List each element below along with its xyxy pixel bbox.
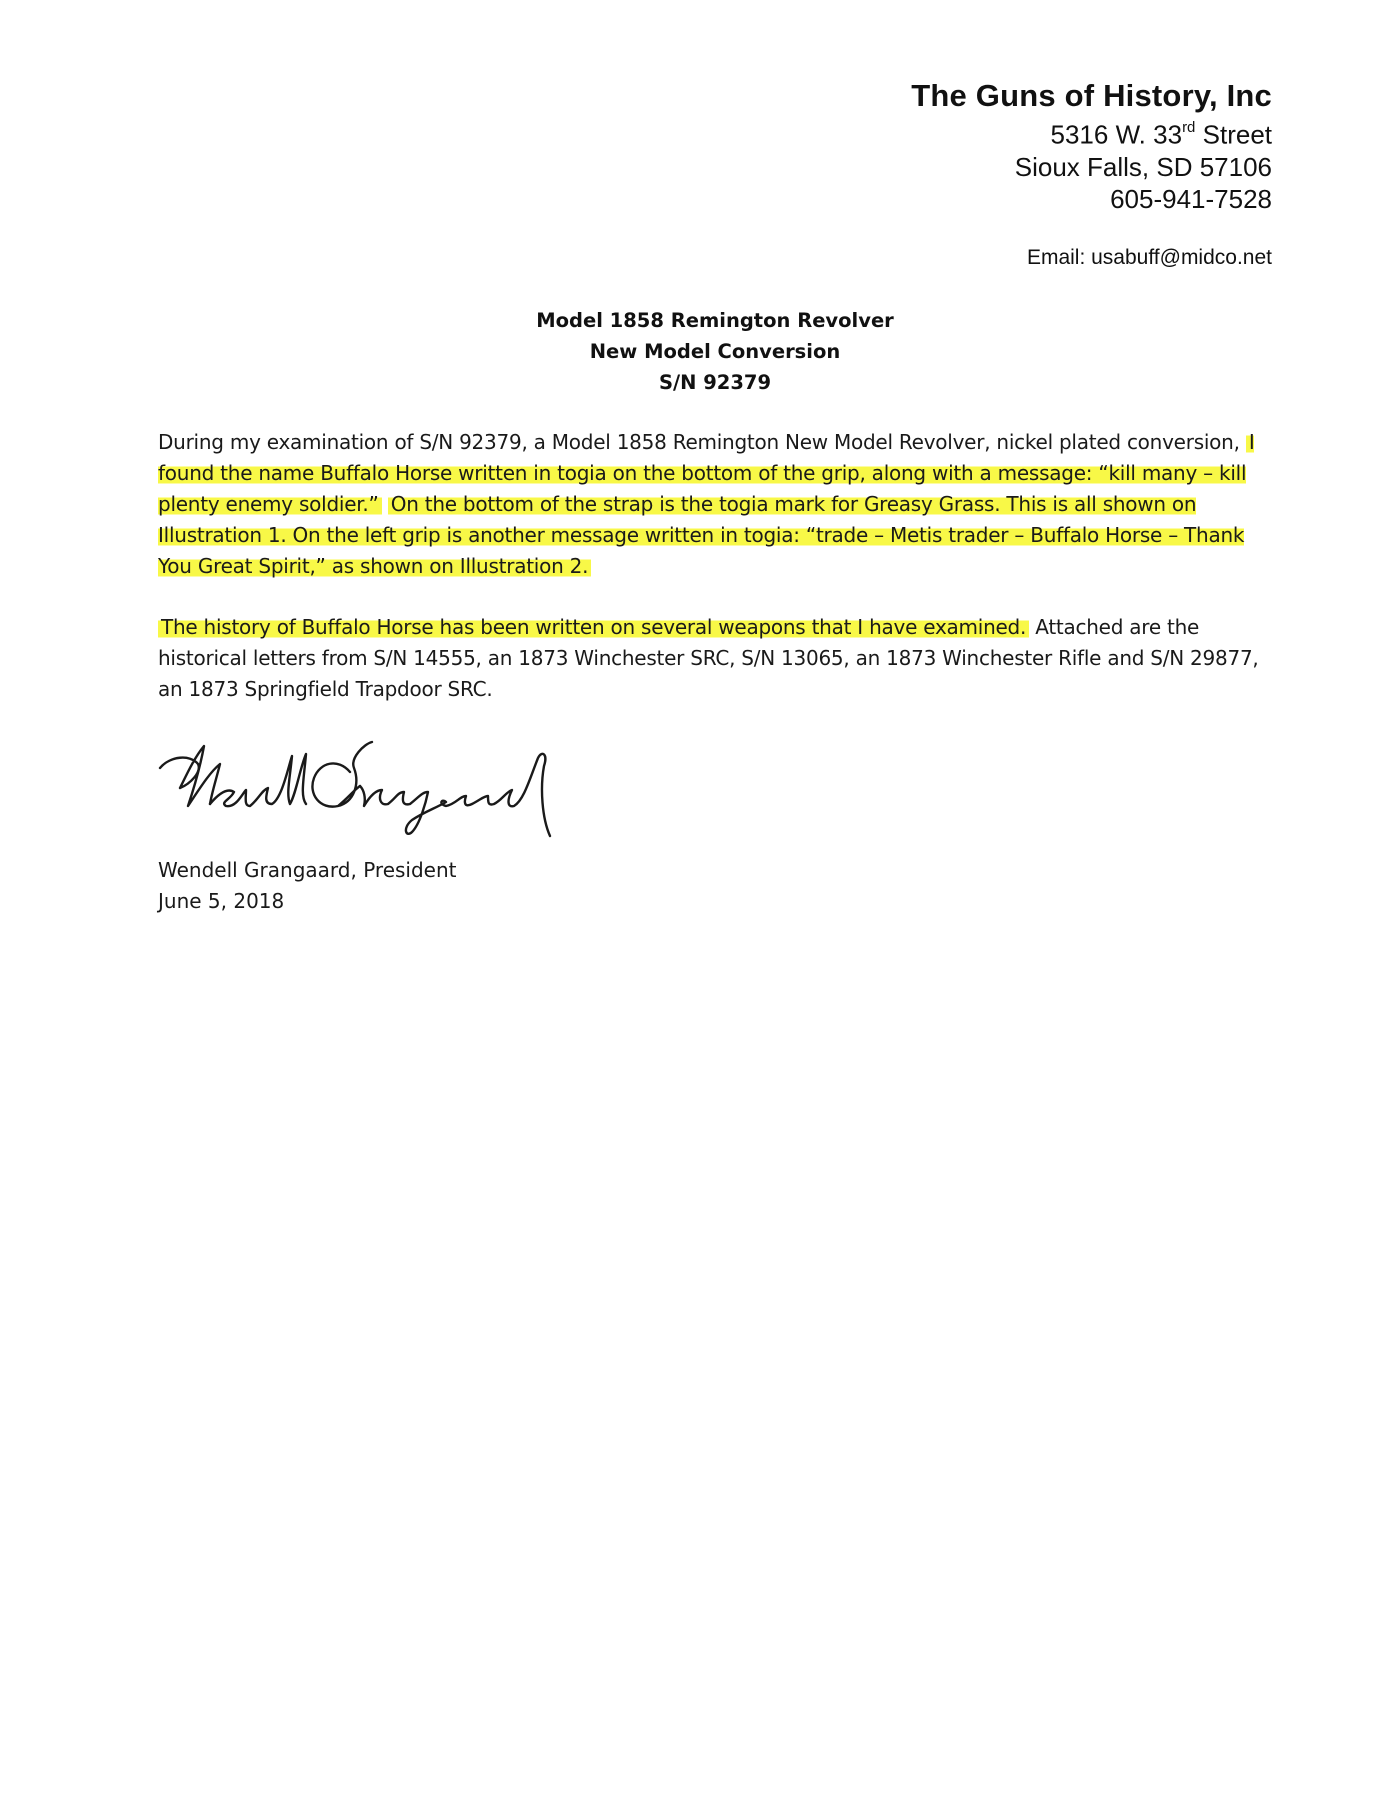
street-address — [911, 114, 1272, 151]
paragraph-text: During my examination of S/N 92379, a Model 1858 Remington New Model Revolver, nickel plated conversion, — [158, 430, 1246, 454]
phone-number: 605-941-7528 — [1110, 183, 1272, 214]
title-line-serial: S/N 92379 — [658, 371, 772, 394]
street-name: Street — [1195, 119, 1272, 150]
paragraph-examination — [158, 427, 1278, 582]
document-title — [0, 305, 1390, 398]
title-line-conversion: New Model Conversion — [589, 340, 841, 363]
letter-date: June 5, 2018 — [158, 889, 285, 913]
signer-name: Wendell Grangaard, President — [158, 858, 457, 882]
letterhead — [911, 78, 1272, 271]
email-address: Email: usabuff@midco.net — [1026, 245, 1272, 269]
paragraph-text: Attached are the historical letters from S/N 14555, an 1873 Winchester SRC, S/N 13065, an 1873 Winchester Rifle and S/N 29877, an 1873 Springfield Trapdoor SRC. — [158, 615, 1259, 701]
handwritten-signature — [150, 728, 610, 858]
city-state-zip: Sioux Falls, SD 57106 — [1014, 151, 1272, 182]
title-line-model: Model 1858 Remington Revolver — [536, 309, 894, 332]
paragraph-text — [382, 492, 388, 516]
company-name: The Guns of History, Inc — [911, 78, 1272, 113]
highlighted-text: I found the name Buffalo Horse written in togia on the bottom of the grip, along with a message: “kill many – kill plenty enemy soldier.” — [158, 430, 1255, 516]
highlighted-text: On the bottom of the strap is the togia mark for Greasy Grass. This is all shown on Illustration 1. On the left grip is another message written in togia: “trade – Metis trader – Buffalo Horse – Thank You Great Spirit,” as shown on Illustration 2. — [158, 492, 1245, 578]
street-number: 5316 W. 33 — [1050, 119, 1183, 150]
paragraph-history — [158, 612, 1278, 705]
signer-block — [158, 855, 457, 917]
highlighted-text: The history of Buffalo Horse has been written on several weapons that I have examined. — [158, 615, 1029, 639]
street-ordinal-suffix: rd — [1182, 119, 1196, 136]
